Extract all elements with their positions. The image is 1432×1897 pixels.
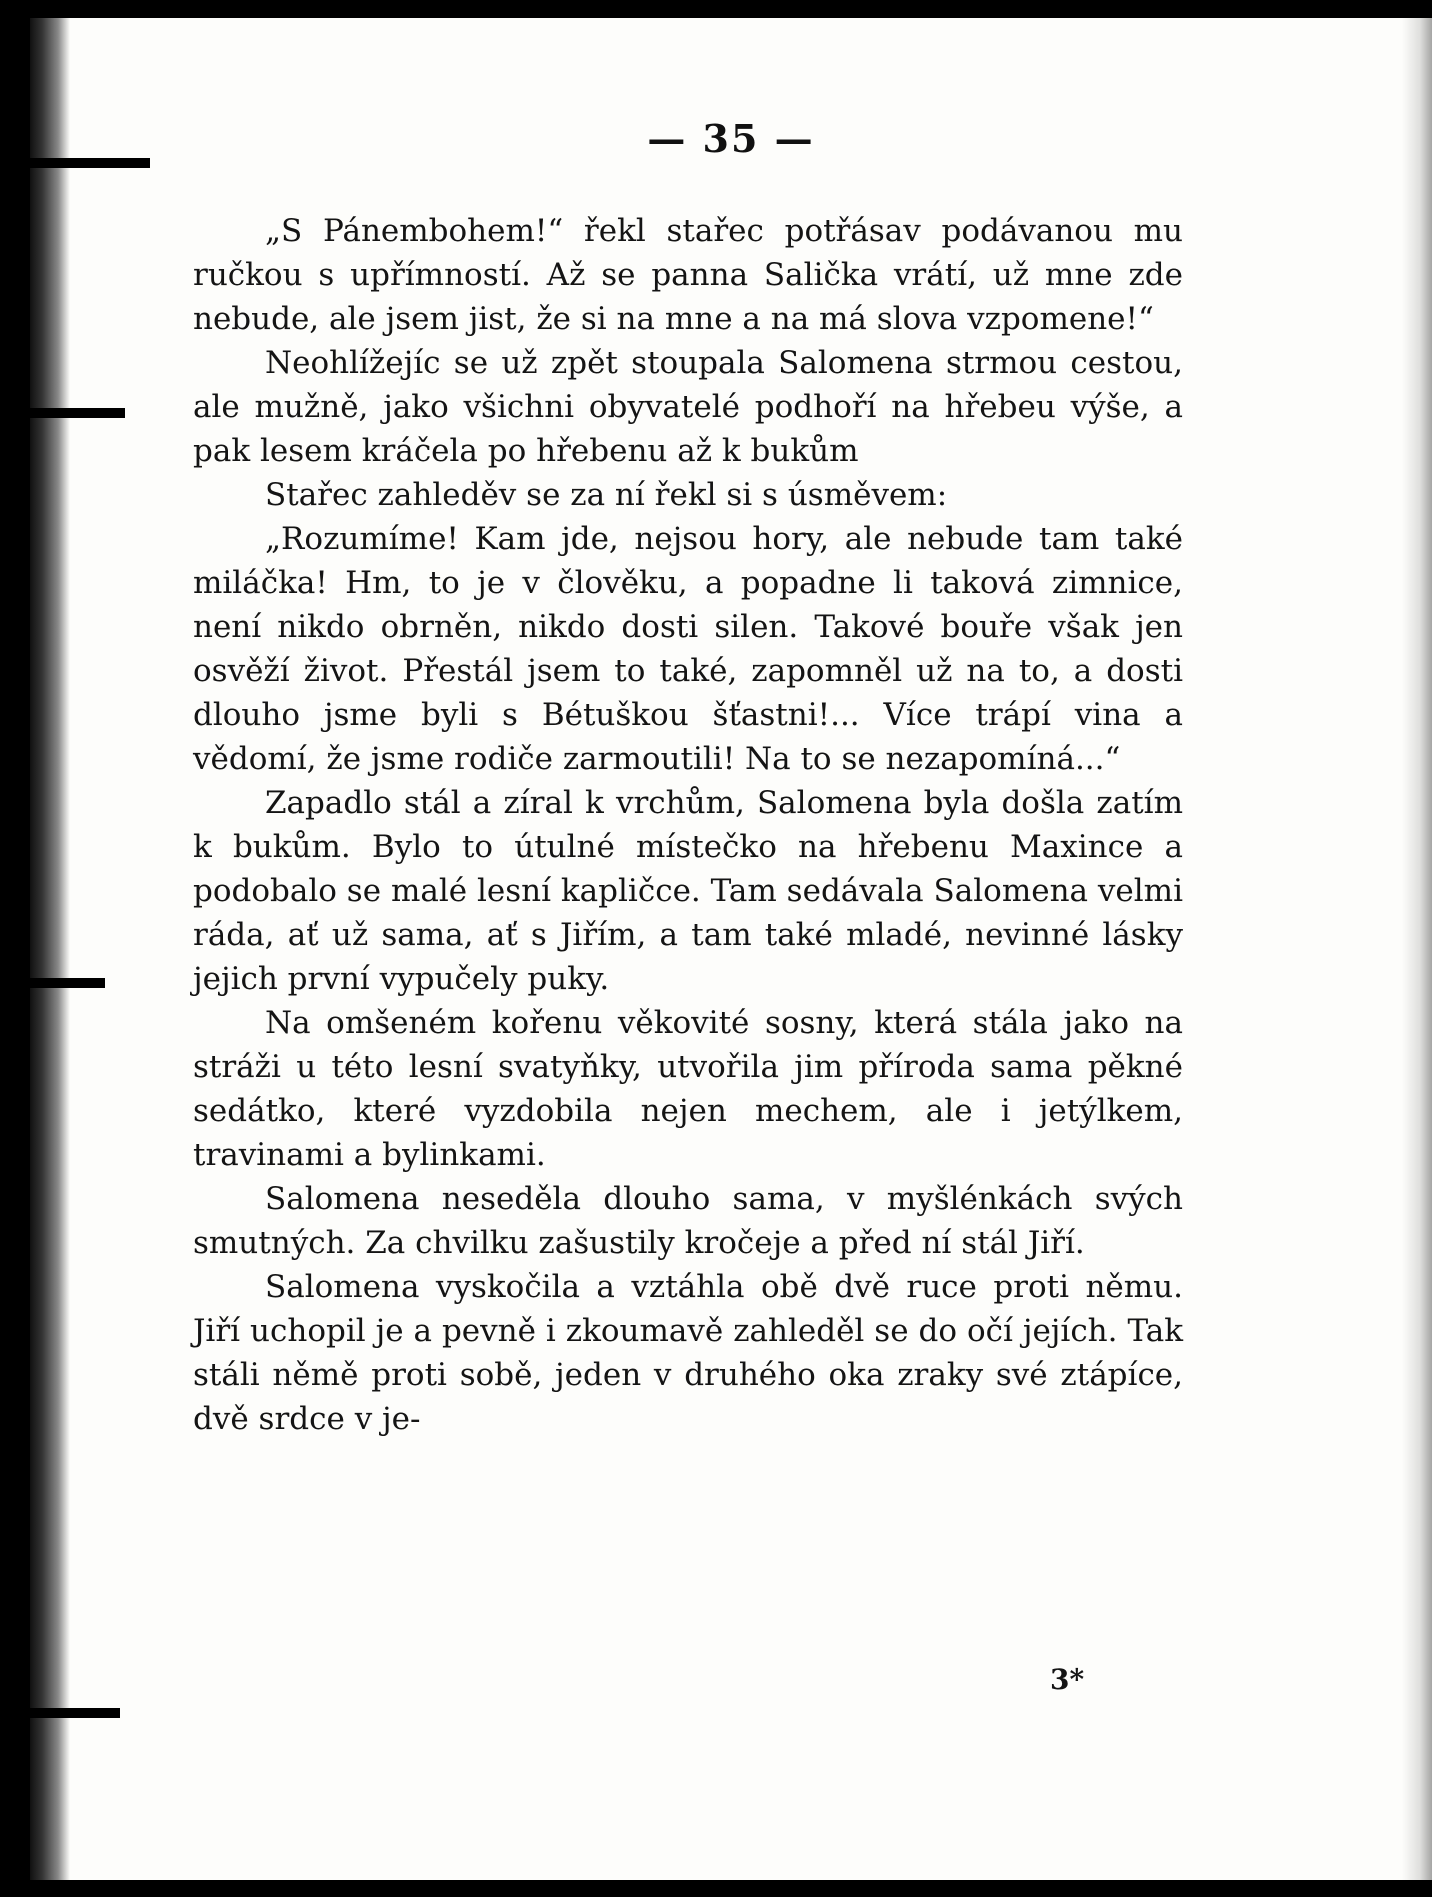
paragraph: Salomena neseděla dlouho sama, v myšlénkách svých smutných. Za chvilku zašustily kročeje a před ní stál Jiří.: [193, 1181, 1183, 1261]
book-spine-shadow: [30, 18, 70, 1880]
paragraph: Na omšeném kořenu věkovité sosny, která stála jako na stráži u této lesní svatyňky, utvořila jim příroda sama pěkné sedátko, které vyzdobila nejen mechem, ale i jetýlkem, travinami a bylinkami.: [193, 1005, 1183, 1173]
binding-mark: [30, 1708, 120, 1718]
binding-mark: [30, 978, 105, 988]
paragraph: „Rozumíme! Kam jde, nejsou hory, ale nebude tam také miláčka! Hm, to je v člověku, a popadne li taková zimnice, není nikdo obrněn, nikdo dosti silen. Takové bouře však jen osvěží život. Přestál jsem to také, zapomněl už na to, a dosti dlouho jsme byli s Bétuškou šťastni!... Více trápí vina a vědomí, že jsme rodiče zarmoutili! Na to se nezapomíná...“: [193, 521, 1183, 777]
paragraph: „S Pánembohem!“ řekl stařec potřásav podávanou mu ručkou s upřímností. Až se panna Salička vrátí, už mne zde nebude, ale jsem jist, že si na mne a na má slova vzpomene!“: [193, 213, 1183, 337]
page-edge-shadow: [1402, 18, 1432, 1880]
printer-signature-mark: 3*: [1050, 1663, 1085, 1696]
paragraph: Salomena vyskočila a vztáhla obě dvě ruce proti němu. Jiří uchopil je a pevně i zkoumavě zahleděl se do očí jejích. Tak stáli němě proti sobě, jeden v druhého oka zraky své ztápíce, dvě srdce v je-: [193, 1269, 1183, 1437]
page-number: — 35 —: [647, 116, 815, 161]
body-text: [193, 209, 1183, 1441]
paragraph: Stařec zahleděv se za ní řekl si s úsměvem:: [265, 477, 948, 513]
scanned-page: [30, 18, 1432, 1880]
paragraph: Neohlížejíc se už zpět stoupala Salomena strmou cestou, ale mužně, jako všichni obyvatelé podhoří na hřebeu výše, a pak lesem kráčela po hřebenu až k bukům: [193, 345, 1183, 469]
binding-mark: [30, 408, 125, 418]
paragraph: Zapadlo stál a zíral k vrchům, Salomena byla došla zatím k bukům. Bylo to útulné místečko na hřebenu Maxince a podobalo se malé lesní kapličce. Tam sedávala Salomena velmi ráda, ať už sama, ať s Jiřím, a tam také mladé, nevinné lásky jejich první vypučely puky.: [193, 785, 1183, 997]
